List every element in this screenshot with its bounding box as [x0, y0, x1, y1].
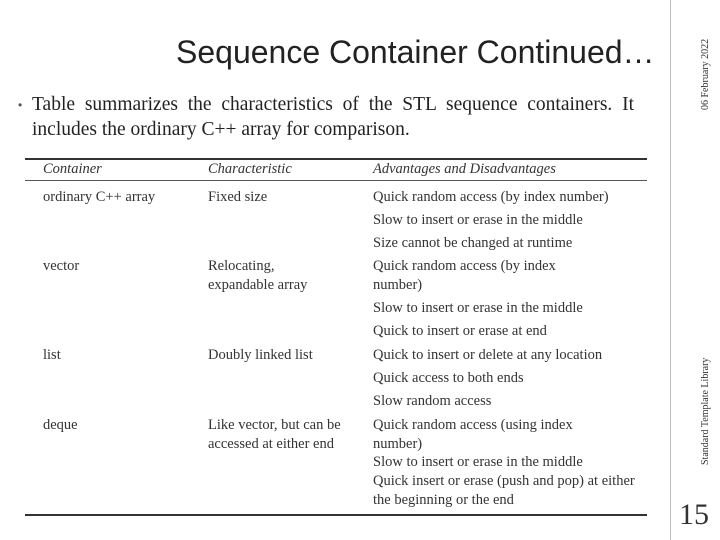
slide-date: 06 February 2022: [700, 38, 711, 110]
side-panel: [670, 0, 720, 540]
slide-footer: Standard Template Library: [700, 357, 711, 465]
row-array-note: Slow to insert or erase in the middle: [373, 212, 583, 228]
column-header-advantages: Advantages and Disadvantages: [373, 161, 556, 177]
row-list-note: Slow random access: [373, 393, 492, 409]
row-list-note: Quick to insert or delete at any location: [373, 347, 603, 363]
row-array-container: ordinary C++ array: [43, 189, 156, 205]
row-deque-note: Quick insert or erase (push and pop) at either the beginning or the end: [373, 473, 635, 508]
row-array-characteristic: Fixed size: [208, 189, 268, 205]
row-deque-note: Quick random access (using index number): [373, 417, 573, 452]
row-vector-note: Slow to insert or erase in the middle: [373, 300, 583, 316]
row-deque-container: deque: [43, 417, 78, 433]
row-deque-note: Slow to insert or erase in the middle: [373, 454, 583, 470]
table-header-rule: [25, 180, 647, 181]
row-list-note: Quick access to both ends: [373, 370, 524, 386]
row-vector-note: Quick random access (by index number): [373, 258, 556, 293]
bullet-text: Table summarizes the characteristics of the STL sequence containers. It includes the ordinary C++ array for comparison.: [32, 94, 634, 140]
row-vector-characteristic: Relocating, expandable array: [208, 258, 308, 293]
slide-title: Sequence Container Continued…: [176, 34, 655, 70]
side-divider: [670, 0, 671, 540]
row-array-note: Quick random access (by index number): [373, 189, 609, 205]
table-top-rule: [25, 158, 647, 160]
row-array-note: Size cannot be changed at runtime: [373, 235, 573, 251]
row-vector-note: Quick to insert or erase at end: [373, 323, 547, 339]
row-vector-container: vector: [43, 258, 80, 274]
row-list-container: list: [43, 347, 61, 363]
page-number: 15: [679, 498, 709, 531]
table-bottom-rule: [25, 514, 647, 516]
row-deque-characteristic: Like vector, but can be accessed at either end: [208, 417, 341, 452]
column-header-characteristic: Characteristic: [208, 161, 292, 177]
row-list-characteristic: Doubly linked list: [208, 347, 313, 363]
bullet-icon: •: [18, 98, 23, 112]
column-header-container: Container: [43, 161, 102, 177]
